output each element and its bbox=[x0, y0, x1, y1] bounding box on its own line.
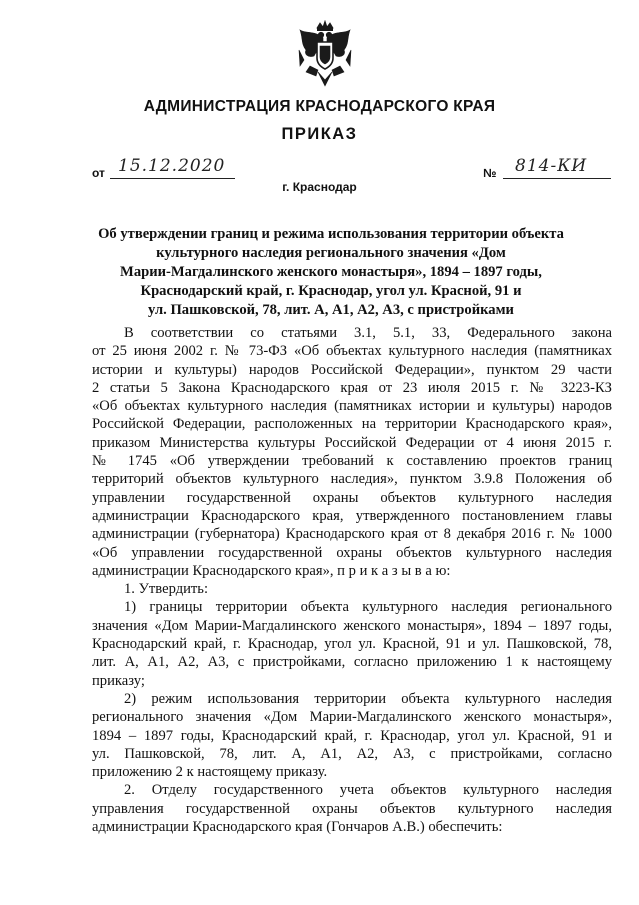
body-line: администрации Краснодарского края», п р и к а з ы в а ю: bbox=[92, 562, 451, 579]
body-line: от 25 июня 2002 г. № 73-ФЗ «Об объектах культурного наследия (памятниках bbox=[92, 343, 612, 360]
city-line: г. Краснодар bbox=[282, 180, 357, 194]
body-line: управлении государственной охраны объектов культурного наследия bbox=[92, 489, 612, 506]
title-line: культурного наследия регионального значения «Дом bbox=[156, 245, 506, 261]
title-line: Краснодарский край, г. Краснодар, угол ул. Красной, 91 и bbox=[140, 283, 522, 299]
body-line: ул. Пашковской, 78, лит. А, А1, А2, А3, с пристройками, согласно bbox=[92, 745, 612, 762]
body-line: регионального значения «Дом Марии-Магдалинского женского монастыря», bbox=[92, 709, 612, 726]
title-line: ул. Пашковской, 78, лит. А, А1, А2, А3, с пристройками bbox=[148, 302, 514, 318]
handwritten-number: 814-КИ bbox=[515, 156, 588, 176]
body-line: Российской Федерации, расположенных на территории Краснодарского края», bbox=[92, 416, 612, 433]
body-line: приказом Министерства культуры Российской Федерации от 4 июня 2015 г. bbox=[92, 434, 612, 451]
body-line: 2 статьи 5 Закона Краснодарского края от 23 июля 2015 г. № 3223-КЗ bbox=[92, 379, 612, 396]
handwritten-date: 15.12.2020 bbox=[118, 156, 226, 176]
body-line: В соответствии со статьями 3.1, 5.1, 33, Федерального закона bbox=[124, 325, 612, 341]
number-field bbox=[503, 158, 611, 179]
body-line: администрации Краснодарского края, утвержденного постановлением главы bbox=[92, 507, 612, 524]
date-prefix: от bbox=[92, 166, 105, 180]
body-line: 1. Утвердить: bbox=[124, 581, 209, 598]
document-type: ПРИКАЗ bbox=[281, 125, 358, 143]
date-field bbox=[110, 158, 235, 179]
body-line: лит. А, А1, А2, А3, с пристройками, согласно приложению 1 к настоящему bbox=[92, 654, 612, 671]
body-line: истории и культуры) народов Российской Федерации», пунктом 29 части bbox=[92, 361, 612, 378]
body-line: 2) режим использования территории объекта культурного наследия bbox=[124, 690, 612, 707]
body-line: администрации (губернатора) Краснодарского края от 8 декабря 2016 г. № 1000 bbox=[92, 526, 612, 543]
number-prefix: № bbox=[483, 166, 497, 180]
body-line: администрации Краснодарского края (Гончаров А.В.) обеспечить: bbox=[92, 819, 503, 836]
body-line: «Об объектах культурного наследия (памятниках истории и культуры) народов bbox=[92, 398, 612, 415]
title-line: Марии-Магдалинского женского монастыря», 1894 – 1897 годы, bbox=[120, 264, 542, 280]
body-line: управления государственной охраны объектов культурного наследия bbox=[92, 800, 612, 817]
body-line: 2. Отделу государственного учета объектов культурного наследия bbox=[124, 782, 612, 799]
body-line: территорий объектов культурного наследия», пунктом 3.9.8 Положения об bbox=[92, 471, 612, 488]
coat-of-arms-emblem bbox=[296, 20, 354, 88]
body-line: приложению 2 к настоящему приказу. bbox=[92, 764, 328, 781]
title-line: Об утверждении границ и режима использования территории объекта bbox=[98, 226, 564, 242]
body-line: Краснодарский край, г. Краснодар, угол ул. Красной, 91 и ул. Пашковской, 78, bbox=[92, 636, 612, 653]
body-line: значения «Дом Марии-Магдалинского женского монастыря», 1894 – 1897 годы, bbox=[92, 617, 612, 634]
body-line: 1894 – 1897 годы, Краснодарский край, г. Краснодар, угол ул. Красной, 91 и bbox=[92, 727, 612, 744]
body-line: 1) границы территории объекта культурного наследия регионального bbox=[124, 599, 612, 616]
body-line: «Об управлении государственной охраны объектов культурного наследия bbox=[92, 544, 612, 561]
organization-name: АДМИНИСТРАЦИЯ КРАСНОДАРСКОГО КРАЯ bbox=[143, 98, 496, 115]
document-body bbox=[92, 324, 612, 836]
body-line: приказу; bbox=[92, 672, 145, 689]
body-line: № 1745 «Об утверждении требований к составлению проектов границ bbox=[92, 453, 612, 470]
document-title bbox=[96, 225, 566, 320]
